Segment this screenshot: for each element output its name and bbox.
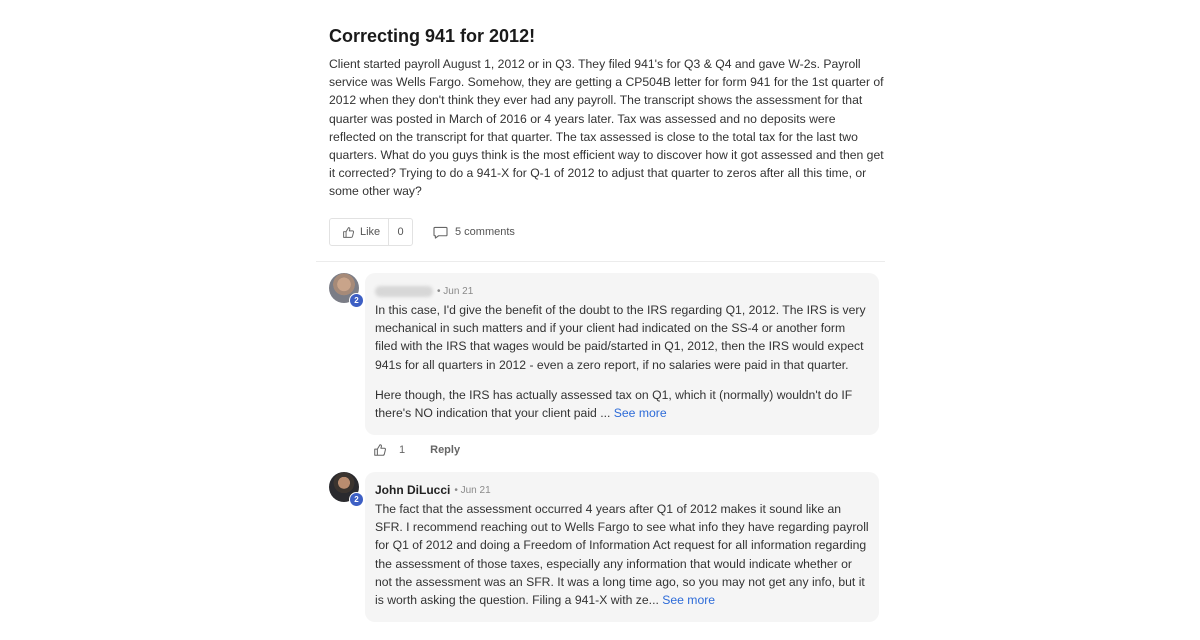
comment-like-count: 1: [399, 444, 406, 456]
like-count: 0: [388, 219, 412, 245]
see-more-link[interactable]: See more: [662, 593, 716, 608]
see-more-link[interactable]: See more: [613, 406, 667, 421]
comment-meta: [375, 283, 869, 299]
comment-text: [375, 386, 869, 422]
comments-button[interactable]: [433, 218, 515, 246]
comments-count-label: 5 comments: [455, 226, 515, 238]
thumbs-up-icon[interactable]: [373, 443, 387, 457]
comment-text: In this case, I'd give the benefit of the doubt to the IRS regarding Q1, 2012. The IRS is very mechanical in such matters and if your client had indicated on the SS-4 or another form filed with the IRS that wages would be paid/started in Q1, 2012, then the IRS would expect 941s for all quarters in 2012 - even a zero report, if no salaries were paid in that quarter.: [375, 303, 866, 372]
thumbs-up-icon: [342, 226, 355, 239]
post-title: Correcting 941 for 2012!: [329, 26, 536, 46]
like-control: [329, 218, 413, 246]
comment-date: • Jun 21: [454, 484, 491, 496]
avatar-badge: 2: [349, 293, 364, 308]
redacted-author-name: [375, 286, 433, 297]
like-button[interactable]: [330, 219, 388, 245]
comment-date: • Jun 21: [437, 285, 474, 297]
section-divider: [316, 261, 885, 262]
comment-author[interactable]: John DiLucci: [375, 483, 451, 497]
comment-bubble: [365, 273, 879, 435]
like-label: Like: [360, 226, 381, 238]
comment-bubble: [365, 472, 879, 622]
comment-meta: [375, 482, 869, 498]
avatar-badge: 2: [349, 492, 364, 507]
comment-text: [375, 500, 869, 609]
reply-button[interactable]: Reply: [430, 444, 461, 456]
comment-text-truncated: Here though, the IRS has actually assessed tax on Q1, which it (normally) wouldn't do IF there's NO indication that your client paid ...: [375, 387, 853, 421]
comment-actions: [373, 443, 460, 457]
comment-text-truncated: The fact that the assessment occurred 4 years after Q1 of 2012 makes it sound like an SFR. I recommend reaching out to Wells Fargo to see what info they have regarding payroll for Q1 of 2012 and doing a Freedom of Information Act request for all information regarding the assessment of those taxes, especially any information that would indicate whether or not the assessment was an SFR. It was a long time ago, so you may not get any info, but it is worth asking the question. Filing a 941-X with ze...: [375, 502, 869, 608]
post-body: Client started payroll August 1, 2012 or in Q3. They filed 941's for Q3 & Q4 and gave W-2s. Payroll service was Wells Fargo. Somehow, they are getting a CP504B letter for form 941 for the 1st quarter of 2012 when they don't think they ever had any payroll. The transcript shows the assessment for that quarter was posted in March of 2016 or 4 years later. Tax was assessed and no deposits were reflected on the transcript for that quarter. The tax assessed is close to the total tax for the last two quarters. What do you guys think is the most efficient way to discover how it got assessed and then get it corrected? Trying to do a 941-X for Q-1 of 2012 to adjust that quarter to zeros after all this time, or some other way?: [329, 57, 884, 199]
speech-bubble-icon: [433, 226, 448, 239]
